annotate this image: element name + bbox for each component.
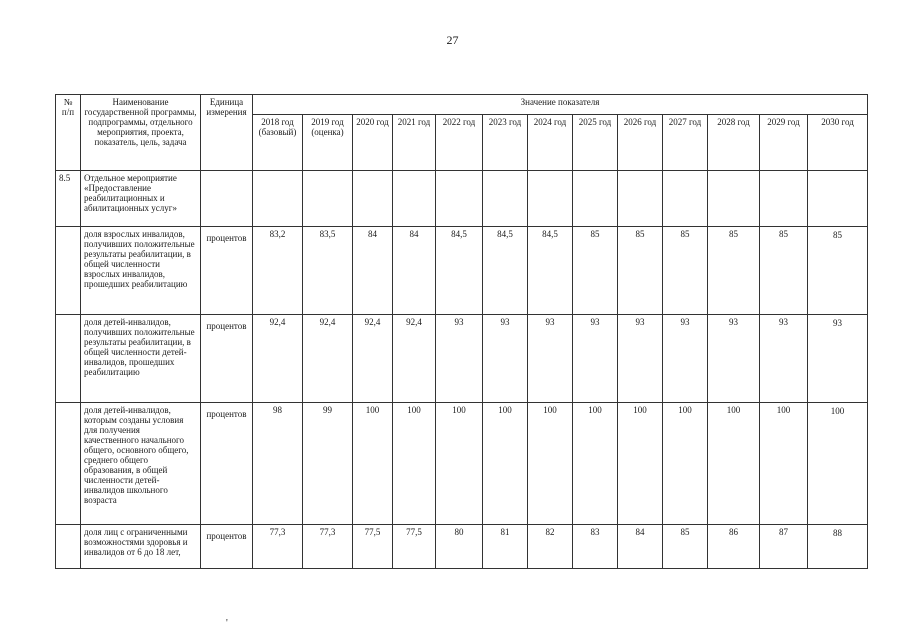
header-unit: Единица измерения <box>201 95 253 171</box>
value-cell: 77,3 <box>303 525 353 569</box>
value-cell: 87 <box>760 525 808 569</box>
value-cell: 100 <box>483 403 528 525</box>
header-year: 2023 год <box>483 115 528 171</box>
value-cell: 84,5 <box>528 227 573 315</box>
row-name: доля взрослых инвалидов, получивших положительные результаты реабилитации, в общей численности взрослых инвалидов, прошедших реабилитацию <box>81 227 201 315</box>
value-cell <box>303 171 353 227</box>
header-year: 2028 год <box>708 115 760 171</box>
header-year: 2019 год (оценка) <box>303 115 353 171</box>
row-unit: процентов <box>201 525 253 569</box>
value-cell: 100 <box>573 403 618 525</box>
value-cell: 80 <box>436 525 483 569</box>
row-unit: процентов <box>201 403 253 525</box>
header-value-group: Значение показателя <box>253 95 868 115</box>
row-num <box>56 315 81 403</box>
value-cell <box>573 171 618 227</box>
value-cell: 81 <box>483 525 528 569</box>
value-cell <box>663 171 708 227</box>
value-cell: 100 <box>663 403 708 525</box>
row-num: 8.5 <box>56 171 81 227</box>
value-cell: 92,4 <box>303 315 353 403</box>
value-cell: 93 <box>808 315 868 403</box>
value-cell <box>708 171 760 227</box>
value-cell: 83 <box>573 525 618 569</box>
value-cell: 85 <box>708 227 760 315</box>
value-cell <box>618 171 663 227</box>
value-cell: 100 <box>760 403 808 525</box>
value-cell: 92,4 <box>353 315 393 403</box>
value-cell: 93 <box>528 315 573 403</box>
value-cell: 100 <box>528 403 573 525</box>
value-cell: 86 <box>708 525 760 569</box>
value-cell: 84 <box>618 525 663 569</box>
value-cell: 100 <box>618 403 663 525</box>
value-cell: 98 <box>253 403 303 525</box>
header-year: 2026 год <box>618 115 663 171</box>
row-name: доля детей-инвалидов, которым созданы условия для получения качественного начального общего, основного общего, среднего общего образования, в общей численности детей-инвалидов школьного возраста <box>81 403 201 525</box>
value-cell <box>393 171 436 227</box>
row-unit: процентов <box>201 227 253 315</box>
value-cell <box>528 171 573 227</box>
row-unit <box>201 171 253 227</box>
row-unit: процентов <box>201 315 253 403</box>
value-cell <box>436 171 483 227</box>
value-cell: 85 <box>663 525 708 569</box>
value-cell <box>483 171 528 227</box>
indicator-table <box>55 94 868 569</box>
row-num <box>56 525 81 569</box>
header-name: Наименование государственной программы, подпрограммы, отдельного мероприятия, проекта, показатель, цель, задача <box>81 95 201 171</box>
value-cell: 93 <box>618 315 663 403</box>
value-cell: 100 <box>353 403 393 525</box>
value-cell: 85 <box>760 227 808 315</box>
value-cell: 93 <box>760 315 808 403</box>
scan-mark: ' <box>226 618 228 629</box>
header-year: 2025 год <box>573 115 618 171</box>
value-cell: 84,5 <box>483 227 528 315</box>
table-row <box>56 525 868 569</box>
header-year: 2029 год <box>760 115 808 171</box>
value-cell: 84 <box>353 227 393 315</box>
row-name: Отдельное мероприятие «Предоставление реабилитационных и абилитационных услуг» <box>81 171 201 227</box>
value-cell: 88 <box>808 525 868 569</box>
row-num <box>56 227 81 315</box>
value-cell: 85 <box>663 227 708 315</box>
value-cell: 84 <box>393 227 436 315</box>
header-year: 2021 год <box>393 115 436 171</box>
header-year: 2020 год <box>353 115 393 171</box>
value-cell: 77,3 <box>253 525 303 569</box>
value-cell: 100 <box>808 403 868 525</box>
value-cell: 77,5 <box>353 525 393 569</box>
value-cell: 93 <box>663 315 708 403</box>
value-cell: 100 <box>393 403 436 525</box>
value-cell: 92,4 <box>393 315 436 403</box>
header-year: 2024 год <box>528 115 573 171</box>
row-num <box>56 403 81 525</box>
table-row <box>56 403 868 525</box>
value-cell: 100 <box>436 403 483 525</box>
header-num: № п/п <box>56 95 81 171</box>
header-year: 2022 год <box>436 115 483 171</box>
value-cell: 83,2 <box>253 227 303 315</box>
table-row <box>56 227 868 315</box>
value-cell: 93 <box>436 315 483 403</box>
value-cell <box>808 171 868 227</box>
header-year: 2018 год (базовый) <box>253 115 303 171</box>
row-name: доля лиц с ограниченными возможностями здоровья и инвалидов от 6 до 18 лет, <box>81 525 201 569</box>
header-year: 2027 год <box>663 115 708 171</box>
value-cell: 99 <box>303 403 353 525</box>
value-cell <box>760 171 808 227</box>
value-cell: 85 <box>573 227 618 315</box>
value-cell: 100 <box>708 403 760 525</box>
value-cell: 82 <box>528 525 573 569</box>
value-cell: 85 <box>618 227 663 315</box>
value-cell: 77,5 <box>393 525 436 569</box>
value-cell <box>253 171 303 227</box>
value-cell: 93 <box>708 315 760 403</box>
header-year: 2030 год <box>808 115 868 171</box>
table-row <box>56 315 868 403</box>
value-cell <box>353 171 393 227</box>
row-name: доля детей-инвалидов, получивших положительные результаты реабилитации, в общей численности детей-инвалидов, прошедших реабилитацию <box>81 315 201 403</box>
value-cell: 93 <box>483 315 528 403</box>
table-row <box>56 171 868 227</box>
value-cell: 84,5 <box>436 227 483 315</box>
value-cell: 93 <box>573 315 618 403</box>
value-cell: 92,4 <box>253 315 303 403</box>
page-number: 27 <box>446 33 459 47</box>
value-cell: 85 <box>808 227 868 315</box>
value-cell: 83,5 <box>303 227 353 315</box>
